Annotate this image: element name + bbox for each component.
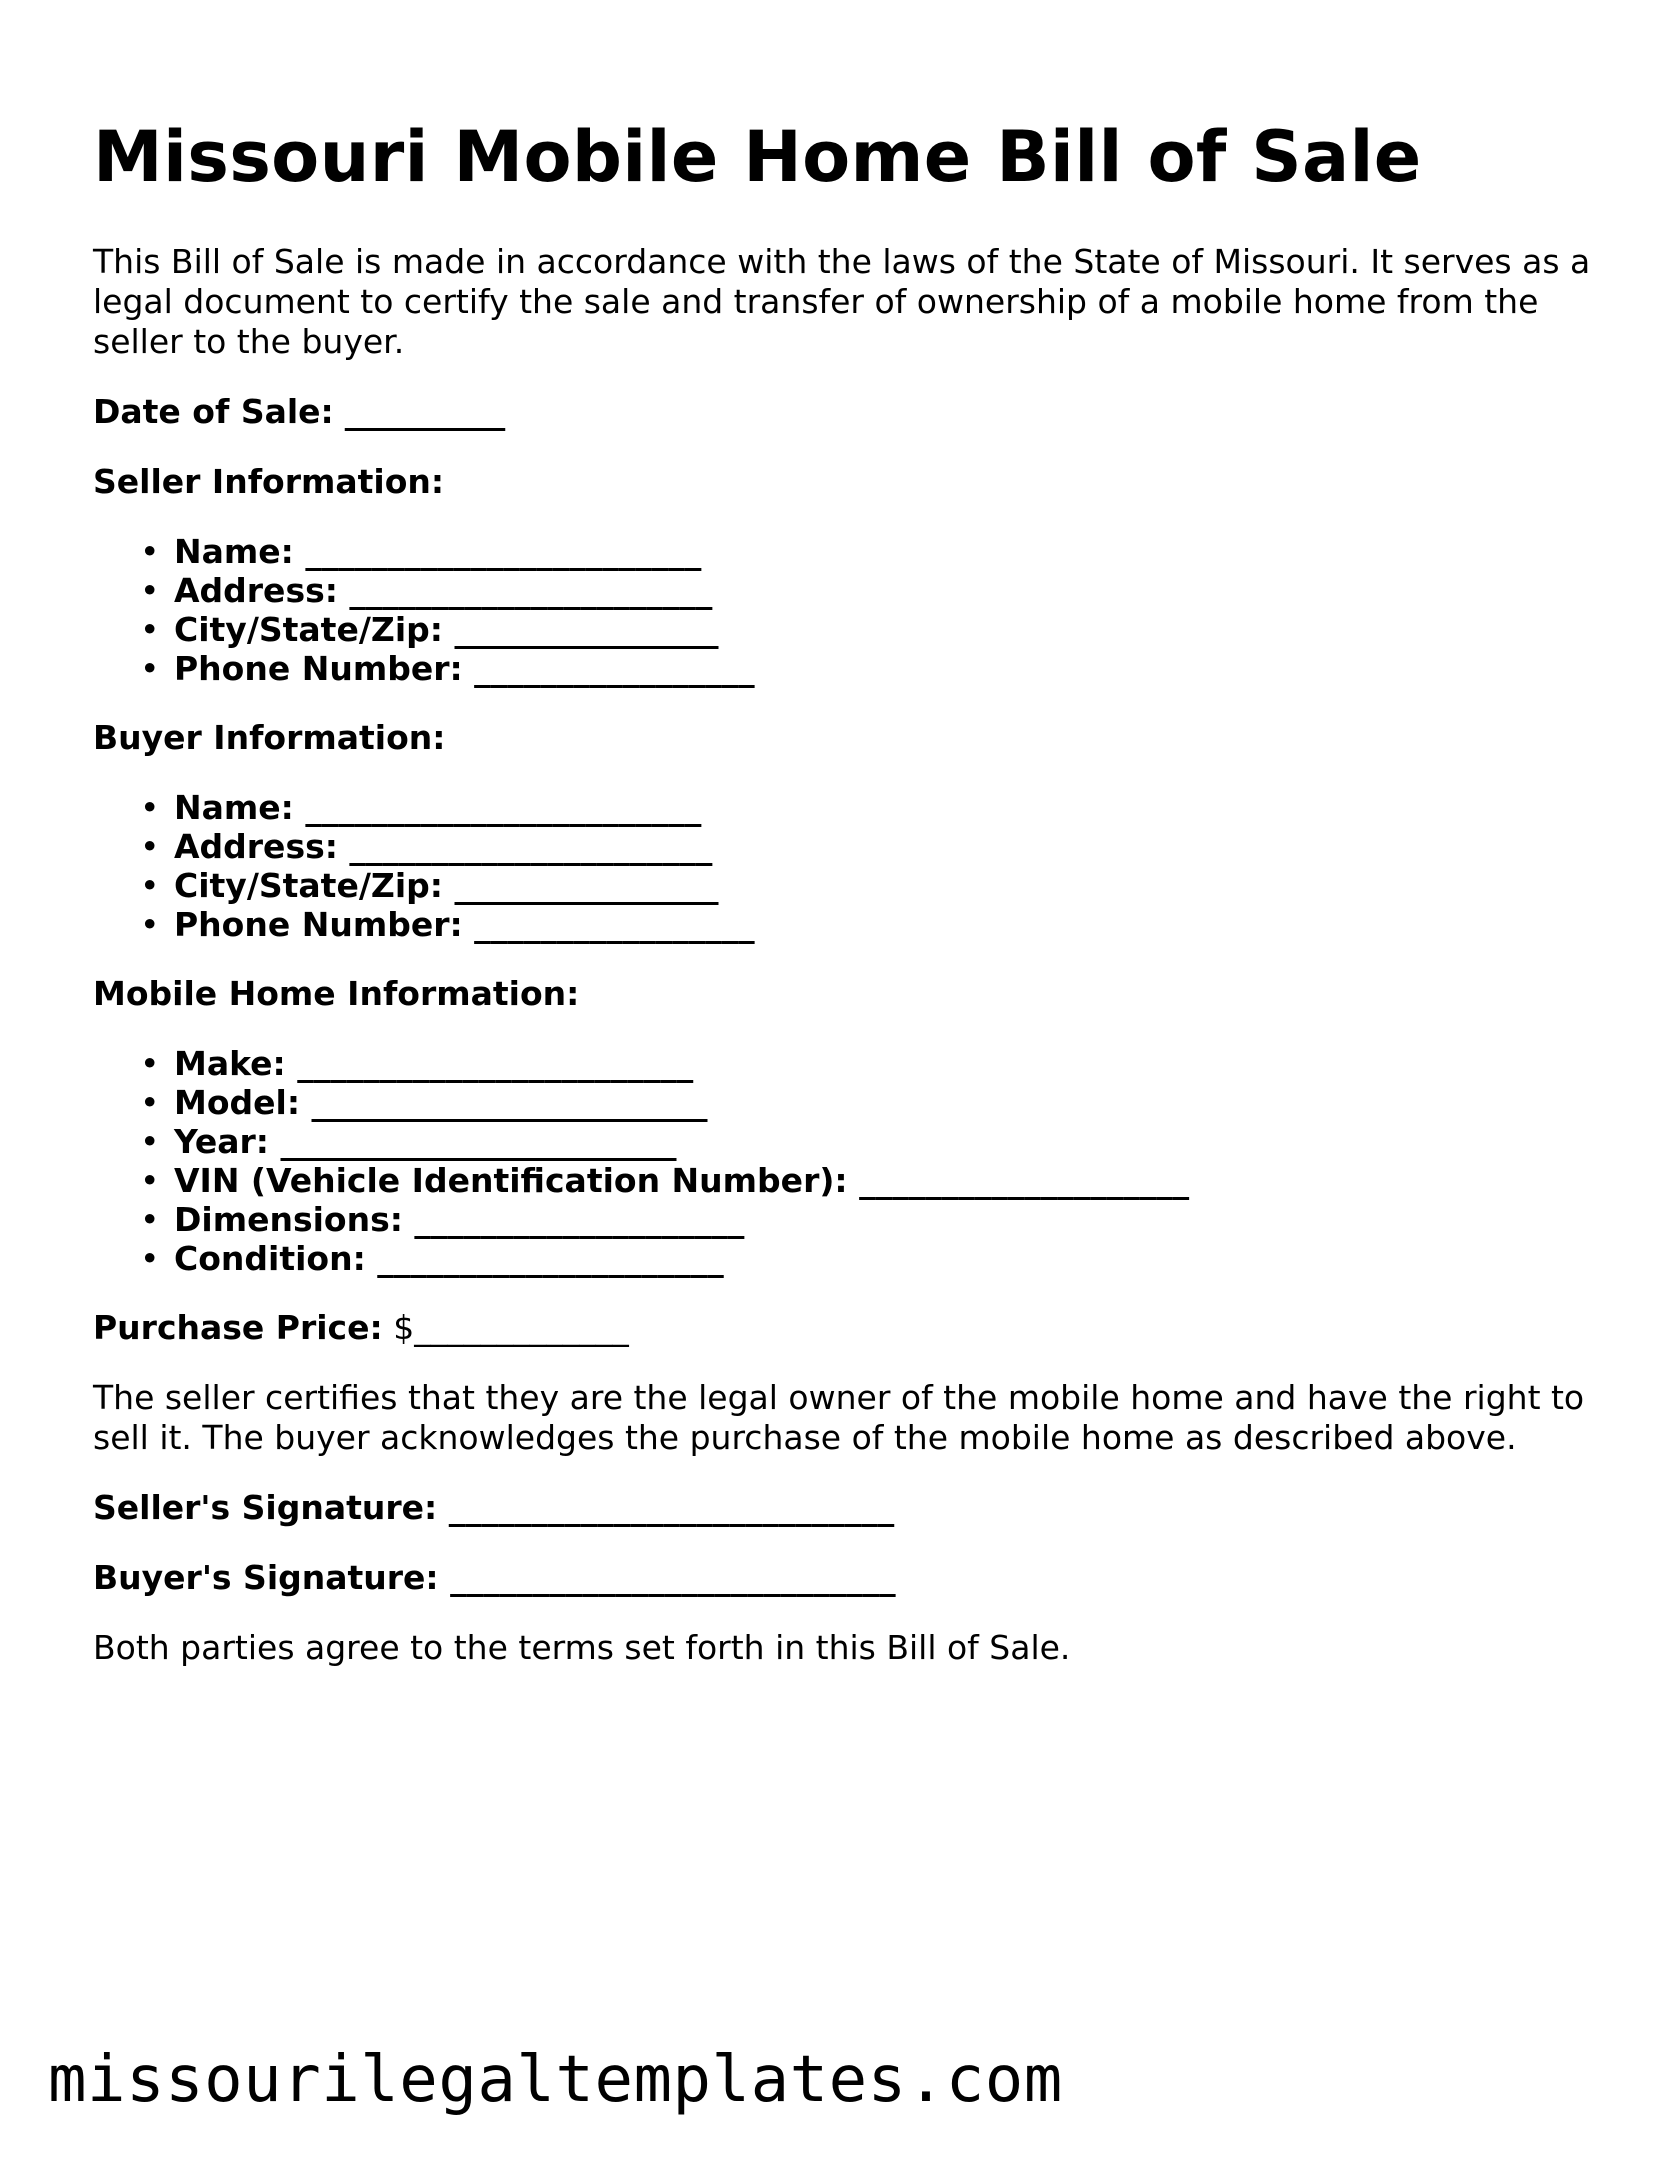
bullet-icon: •: [140, 532, 160, 571]
seller-signature-blank[interactable]: ___________________________: [437, 1488, 895, 1527]
model-label: Model:: [174, 1083, 301, 1122]
buyer-signature-blank[interactable]: ___________________________: [438, 1558, 896, 1597]
buyer-address-label: Address:: [174, 827, 338, 866]
seller-info-list: [93, 532, 1593, 688]
buyer-name-item: [140, 788, 1593, 827]
bullet-icon: •: [140, 866, 160, 905]
year-blank[interactable]: ________________________: [269, 1122, 677, 1161]
bullet-icon: •: [140, 1239, 160, 1278]
buyer-address-item: [140, 827, 1593, 866]
bullet-icon: •: [140, 1122, 160, 1161]
document-title: Missouri Mobile Home Bill of Sale: [93, 116, 1422, 198]
dimensions-label: Dimensions:: [174, 1200, 403, 1239]
purchase-price-line: [93, 1308, 1593, 1348]
seller-info-heading: Seller Information:: [93, 462, 445, 501]
buyer-signature-label: Buyer's Signature:: [93, 1558, 439, 1597]
seller-name-label: Name:: [174, 532, 294, 571]
model-item: [140, 1083, 1593, 1122]
site-watermark: missourilegaltemplates.com: [48, 2043, 1063, 2117]
seller-name-blank[interactable]: ________________________: [293, 532, 702, 571]
condition-blank[interactable]: _____________________: [365, 1239, 724, 1278]
seller-address-item: [140, 571, 1593, 610]
purchase-price-blank[interactable]: $_____________: [382, 1308, 629, 1347]
buyer-signature-line: [93, 1558, 1593, 1598]
buyer-name-label: Name:: [174, 788, 294, 827]
vin-blank[interactable]: ____________________: [847, 1161, 1190, 1200]
year-item: [140, 1122, 1593, 1161]
buyer-address-blank[interactable]: ______________________: [337, 827, 713, 866]
seller-signature-label: Seller's Signature:: [93, 1488, 438, 1527]
seller-phone-label: Phone Number:: [174, 649, 463, 688]
document-page: [93, 112, 1593, 1668]
dimensions-blank[interactable]: ____________________: [402, 1200, 745, 1239]
closing-paragraph: Both parties agree to the terms set forth in this Bill of Sale.: [93, 1628, 1071, 1667]
purchase-price-label: Purchase Price:: [93, 1308, 383, 1347]
bullet-icon: •: [140, 1200, 160, 1239]
year-label: Year:: [174, 1122, 269, 1161]
bullet-icon: •: [140, 649, 160, 688]
buyer-phone-label: Phone Number:: [174, 905, 463, 944]
mobile-home-info-list: [93, 1044, 1593, 1278]
buyer-name-blank[interactable]: ________________________: [293, 788, 702, 827]
buyer-city-state-zip-label: City/State/Zip:: [174, 866, 443, 905]
seller-phone-blank[interactable]: _________________: [462, 649, 755, 688]
dimensions-item: [140, 1200, 1593, 1239]
bullet-icon: •: [140, 1161, 160, 1200]
buyer-city-state-zip-item: [140, 866, 1593, 905]
mobile-home-info-heading: Mobile Home Information:: [93, 974, 580, 1013]
bullet-icon: •: [140, 827, 160, 866]
vin-label: VIN (Vehicle Identification Number):: [174, 1161, 848, 1200]
condition-label: Condition:: [174, 1239, 366, 1278]
intro-paragraph: This Bill of Sale is made in accordance with the laws of the State of Missouri. It serves as a legal document to certify the sale and transfer of ownership of a mobile home from the seller to the buyer.: [93, 242, 1591, 361]
seller-signature-line: [93, 1488, 1593, 1528]
bullet-icon: •: [140, 788, 160, 827]
seller-city-state-zip-blank[interactable]: ________________: [442, 610, 719, 649]
buyer-info-list: [93, 788, 1593, 944]
buyer-phone-item: [140, 905, 1593, 944]
make-blank[interactable]: ________________________: [285, 1044, 694, 1083]
bullet-icon: •: [140, 610, 160, 649]
seller-city-state-zip-item: [140, 610, 1593, 649]
condition-item: [140, 1239, 1593, 1278]
bullet-icon: •: [140, 905, 160, 944]
seller-address-label: Address:: [174, 571, 338, 610]
model-blank[interactable]: ________________________: [300, 1083, 708, 1122]
seller-address-blank[interactable]: ______________________: [337, 571, 713, 610]
buyer-phone-blank[interactable]: _________________: [462, 905, 755, 944]
seller-phone-item: [140, 649, 1593, 688]
buyer-info-heading: Buyer Information:: [93, 718, 446, 757]
bullet-icon: •: [140, 1044, 160, 1083]
seller-city-state-zip-label: City/State/Zip:: [174, 610, 443, 649]
date-of-sale-line: [93, 392, 1593, 432]
bullet-icon: •: [140, 1083, 160, 1122]
vin-item: [140, 1161, 1593, 1200]
make-item: [140, 1044, 1593, 1083]
seller-name-item: [140, 532, 1593, 571]
make-label: Make:: [174, 1044, 286, 1083]
bullet-icon: •: [140, 571, 160, 610]
buyer-city-state-zip-blank[interactable]: ________________: [442, 866, 719, 905]
date-of-sale-blank[interactable]: __________: [333, 392, 505, 431]
date-of-sale-label: Date of Sale:: [93, 392, 334, 431]
certification-paragraph: The seller certifies that they are the legal owner of the mobile home and have the right to sell it. The buyer acknowledges the purchase of the mobile home as described above.: [93, 1378, 1585, 1457]
